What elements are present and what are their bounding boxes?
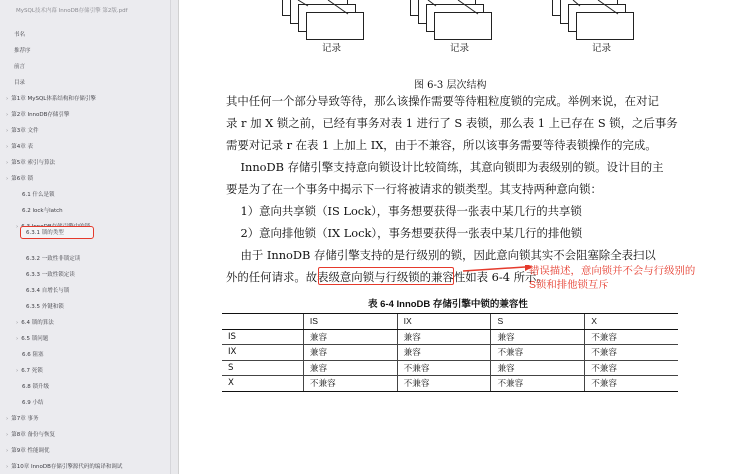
table-cell: 兼容 — [303, 329, 397, 345]
diagram-connectors — [178, 0, 732, 70]
table-cell: 不兼容 — [585, 345, 678, 361]
chevron-right-icon[interactable]: › — [16, 336, 19, 342]
toc-item-label: 6.3.4 自增长与锁 — [26, 288, 70, 294]
toc-item[interactable] — [22, 191, 55, 199]
chevron-right-icon[interactable]: › — [6, 464, 9, 470]
document-title: MySQL技术内幕 InnoDB存储引擎 第2版.pdf — [16, 8, 128, 14]
table-header-row — [222, 314, 678, 330]
table-cell: 不兼容 — [397, 360, 491, 376]
toc-item-label: 6.3.1 锁的类型 — [26, 230, 64, 236]
table-cell: 兼容 — [397, 345, 491, 361]
toc-item-label: 推荐序 — [14, 48, 31, 54]
paragraph-line: 2）意向排他锁（IX Lock），事务想要获得一张表中某几行的排他锁 — [226, 226, 583, 240]
toc-item[interactable] — [6, 143, 33, 151]
chevron-right-icon[interactable]: › — [6, 128, 9, 134]
table-row — [222, 329, 678, 345]
table-cell: S — [222, 360, 303, 376]
table-header-cell: IX — [397, 314, 491, 330]
table-cell: IS — [222, 329, 303, 345]
table-cell: 不兼容 — [491, 376, 585, 392]
toc-item-label: 第9章 性能调优 — [11, 448, 50, 454]
toc-item[interactable] — [26, 303, 64, 311]
table-cell: 兼容 — [491, 329, 585, 345]
annotation-line-1: 错误描述，意向锁并不会与行级别的 — [529, 266, 696, 277]
pdf-page — [178, 0, 732, 474]
table-row — [222, 376, 678, 392]
toc-item-label: 第7章 事务 — [11, 416, 39, 422]
page-edge — [178, 0, 179, 474]
toc-item-label: 第4章 表 — [11, 144, 33, 150]
table-header-cell: S — [491, 314, 585, 330]
chevron-right-icon[interactable]: › — [6, 144, 9, 150]
table-cell: 兼容 — [303, 345, 397, 361]
toc-item[interactable] — [16, 367, 43, 375]
table-row — [222, 360, 678, 376]
figure-caption: 图 6-3 层次结构 — [414, 80, 487, 91]
table-row — [222, 345, 678, 361]
table-cell: 兼容 — [303, 360, 397, 376]
chevron-right-icon[interactable]: › — [6, 160, 9, 166]
record-label: 记录 — [450, 43, 470, 54]
chevron-right-icon[interactable]: › — [6, 448, 9, 454]
record-label: 记录 — [322, 43, 342, 54]
table-cell: 不兼容 — [491, 345, 585, 361]
paragraph-line: 录 r 加 X 锁之前，已经有事务对表 1 进行了 S 表锁，那么表 1 上已存在 S 锁，之后事务 — [226, 116, 678, 130]
paragraph-line: 其中任何一个部分导致等待，那么该操作需要等待粗粒度锁的完成。举例来说，在对记 — [226, 94, 659, 108]
paragraph-line: 要是为了在一个事务中揭示下一行将被请求的锁类型。其支持两种意向锁： — [226, 182, 602, 196]
toc-item-label: 6.4 锁的算法 — [21, 320, 54, 326]
toc-item-label: 6.2 lock与latch — [22, 208, 63, 214]
toc-item[interactable] — [22, 399, 44, 407]
annotation-line-2: S锁和排他锁互斥 — [529, 280, 609, 291]
toc-item-label: 前言 — [14, 64, 26, 70]
toc-item[interactable] — [26, 287, 69, 295]
chevron-right-icon[interactable]: › — [16, 320, 19, 326]
annotation-arrow-icon — [463, 265, 533, 277]
table-cell: 不兼容 — [585, 376, 678, 392]
record-label: 记录 — [592, 43, 612, 54]
compatibility-table — [222, 313, 678, 392]
table-cell: 不兼容 — [397, 376, 491, 392]
toc-item[interactable] — [6, 463, 122, 471]
connector-line — [298, 0, 308, 6]
toc-item[interactable] — [14, 47, 31, 55]
toc-item[interactable] — [14, 63, 25, 71]
toc-item[interactable] — [20, 226, 94, 239]
toc-item[interactable] — [6, 447, 49, 455]
toc-item[interactable] — [22, 207, 63, 215]
connector-line — [458, 0, 478, 14]
connector-line — [573, 0, 580, 6]
toc-sidebar — [0, 0, 171, 474]
toc-item[interactable] — [22, 383, 49, 391]
connector-line — [598, 0, 618, 14]
chevron-right-icon[interactable]: › — [6, 416, 9, 422]
toc-item-label: 书名 — [14, 32, 26, 38]
chevron-right-icon[interactable]: › — [6, 176, 9, 182]
paragraph-line: InnoDB 存储引擎支持意向锁设计比较简练，其意向锁即为表级别的锁。设计目的主 — [226, 160, 664, 174]
connector-line — [428, 0, 436, 6]
paragraph-line: 1）意向共享锁（IS Lock），事务想要获得一张表中某几行的共享锁 — [226, 204, 582, 218]
toc-item-label: 第2章 InnoDB存储引擎 — [11, 112, 70, 118]
table-cell: 不兼容 — [303, 376, 397, 392]
toc-item-label: 6.1 什么是锁 — [22, 192, 55, 198]
toc-item[interactable] — [6, 415, 38, 423]
toc-item[interactable] — [26, 271, 75, 279]
toc-item[interactable] — [6, 159, 55, 167]
toc-item-label: 目录 — [14, 80, 26, 86]
table-header-cell — [222, 314, 303, 330]
chevron-right-icon[interactable]: › — [6, 432, 9, 438]
toc-item-label: 第6章 锁 — [11, 176, 33, 182]
table-cell: 不兼容 — [585, 329, 678, 345]
toc-item[interactable] — [14, 31, 25, 39]
table-cell: 兼容 — [491, 360, 585, 376]
chevron-right-icon[interactable]: › — [16, 224, 19, 230]
table-cell: IX — [222, 345, 303, 361]
toc-item[interactable] — [26, 255, 80, 263]
toc-item[interactable] — [14, 79, 25, 87]
toc-item[interactable] — [6, 127, 38, 135]
toc-item-label: 6.3.2 一致性非锁定读 — [26, 256, 81, 262]
chevron-right-icon[interactable]: › — [6, 112, 9, 118]
toc-item-label: 第3章 文件 — [11, 128, 39, 134]
table-caption: 表 6-4 InnoDB 存储引擎中锁的兼容性 — [368, 299, 528, 310]
toc-item[interactable] — [6, 431, 55, 439]
toc-item-label: 6.5 锁问题 — [21, 336, 49, 342]
toc-item-label: 第1章 MySQL体系结构和存储引擎 — [11, 96, 96, 102]
chevron-right-icon[interactable]: › — [16, 368, 19, 374]
toc-item-label: 6.7 死锁 — [21, 368, 43, 374]
chevron-right-icon[interactable]: › — [6, 96, 9, 102]
toc-item-label: 6.3.5 外键和锁 — [26, 304, 64, 310]
toc-item[interactable] — [16, 319, 54, 327]
toc-item[interactable] — [16, 335, 48, 343]
table-cell: 兼容 — [397, 329, 491, 345]
toc-item-label: 6.9 小结 — [22, 400, 44, 406]
paragraph-line: 需要对记录 r 在表 1 上加上 IX，由于不兼容，所以该事务需要等待表锁操作的完成。 — [226, 138, 657, 152]
highlight-box — [318, 267, 454, 285]
toc-item[interactable] — [22, 351, 44, 359]
toc-item-label: 6.3.3 一致性锁定读 — [26, 272, 75, 278]
toc-item-label: 6.8 锁升级 — [22, 384, 49, 390]
toc-item[interactable] — [6, 175, 33, 183]
toc-item-label: 第8章 备份与恢复 — [11, 432, 55, 438]
paragraph-line: 外的任何请求。故表级意向锁与行级锁的兼容性如表 6-4 所示。 — [226, 270, 548, 284]
toc-item-label: 第5章 索引与算法 — [11, 160, 55, 166]
toc-item[interactable] — [6, 111, 69, 119]
toc-item-label: 6.6 阻塞 — [22, 352, 44, 358]
table-cell: X — [222, 376, 303, 392]
table-cell: 不兼容 — [585, 360, 678, 376]
table-header-cell: X — [585, 314, 678, 330]
toc-item[interactable] — [6, 95, 96, 103]
toc-item-label: 第10章 InnoDB存储引擎源代码的编译和调试 — [11, 464, 123, 470]
paragraph-line: 由于 InnoDB 存储引擎支持的是行级别的锁，因此意向锁其实不会阻塞除全表扫以 — [226, 248, 656, 262]
connector-line — [328, 0, 348, 14]
table-header-cell: IS — [303, 314, 397, 330]
